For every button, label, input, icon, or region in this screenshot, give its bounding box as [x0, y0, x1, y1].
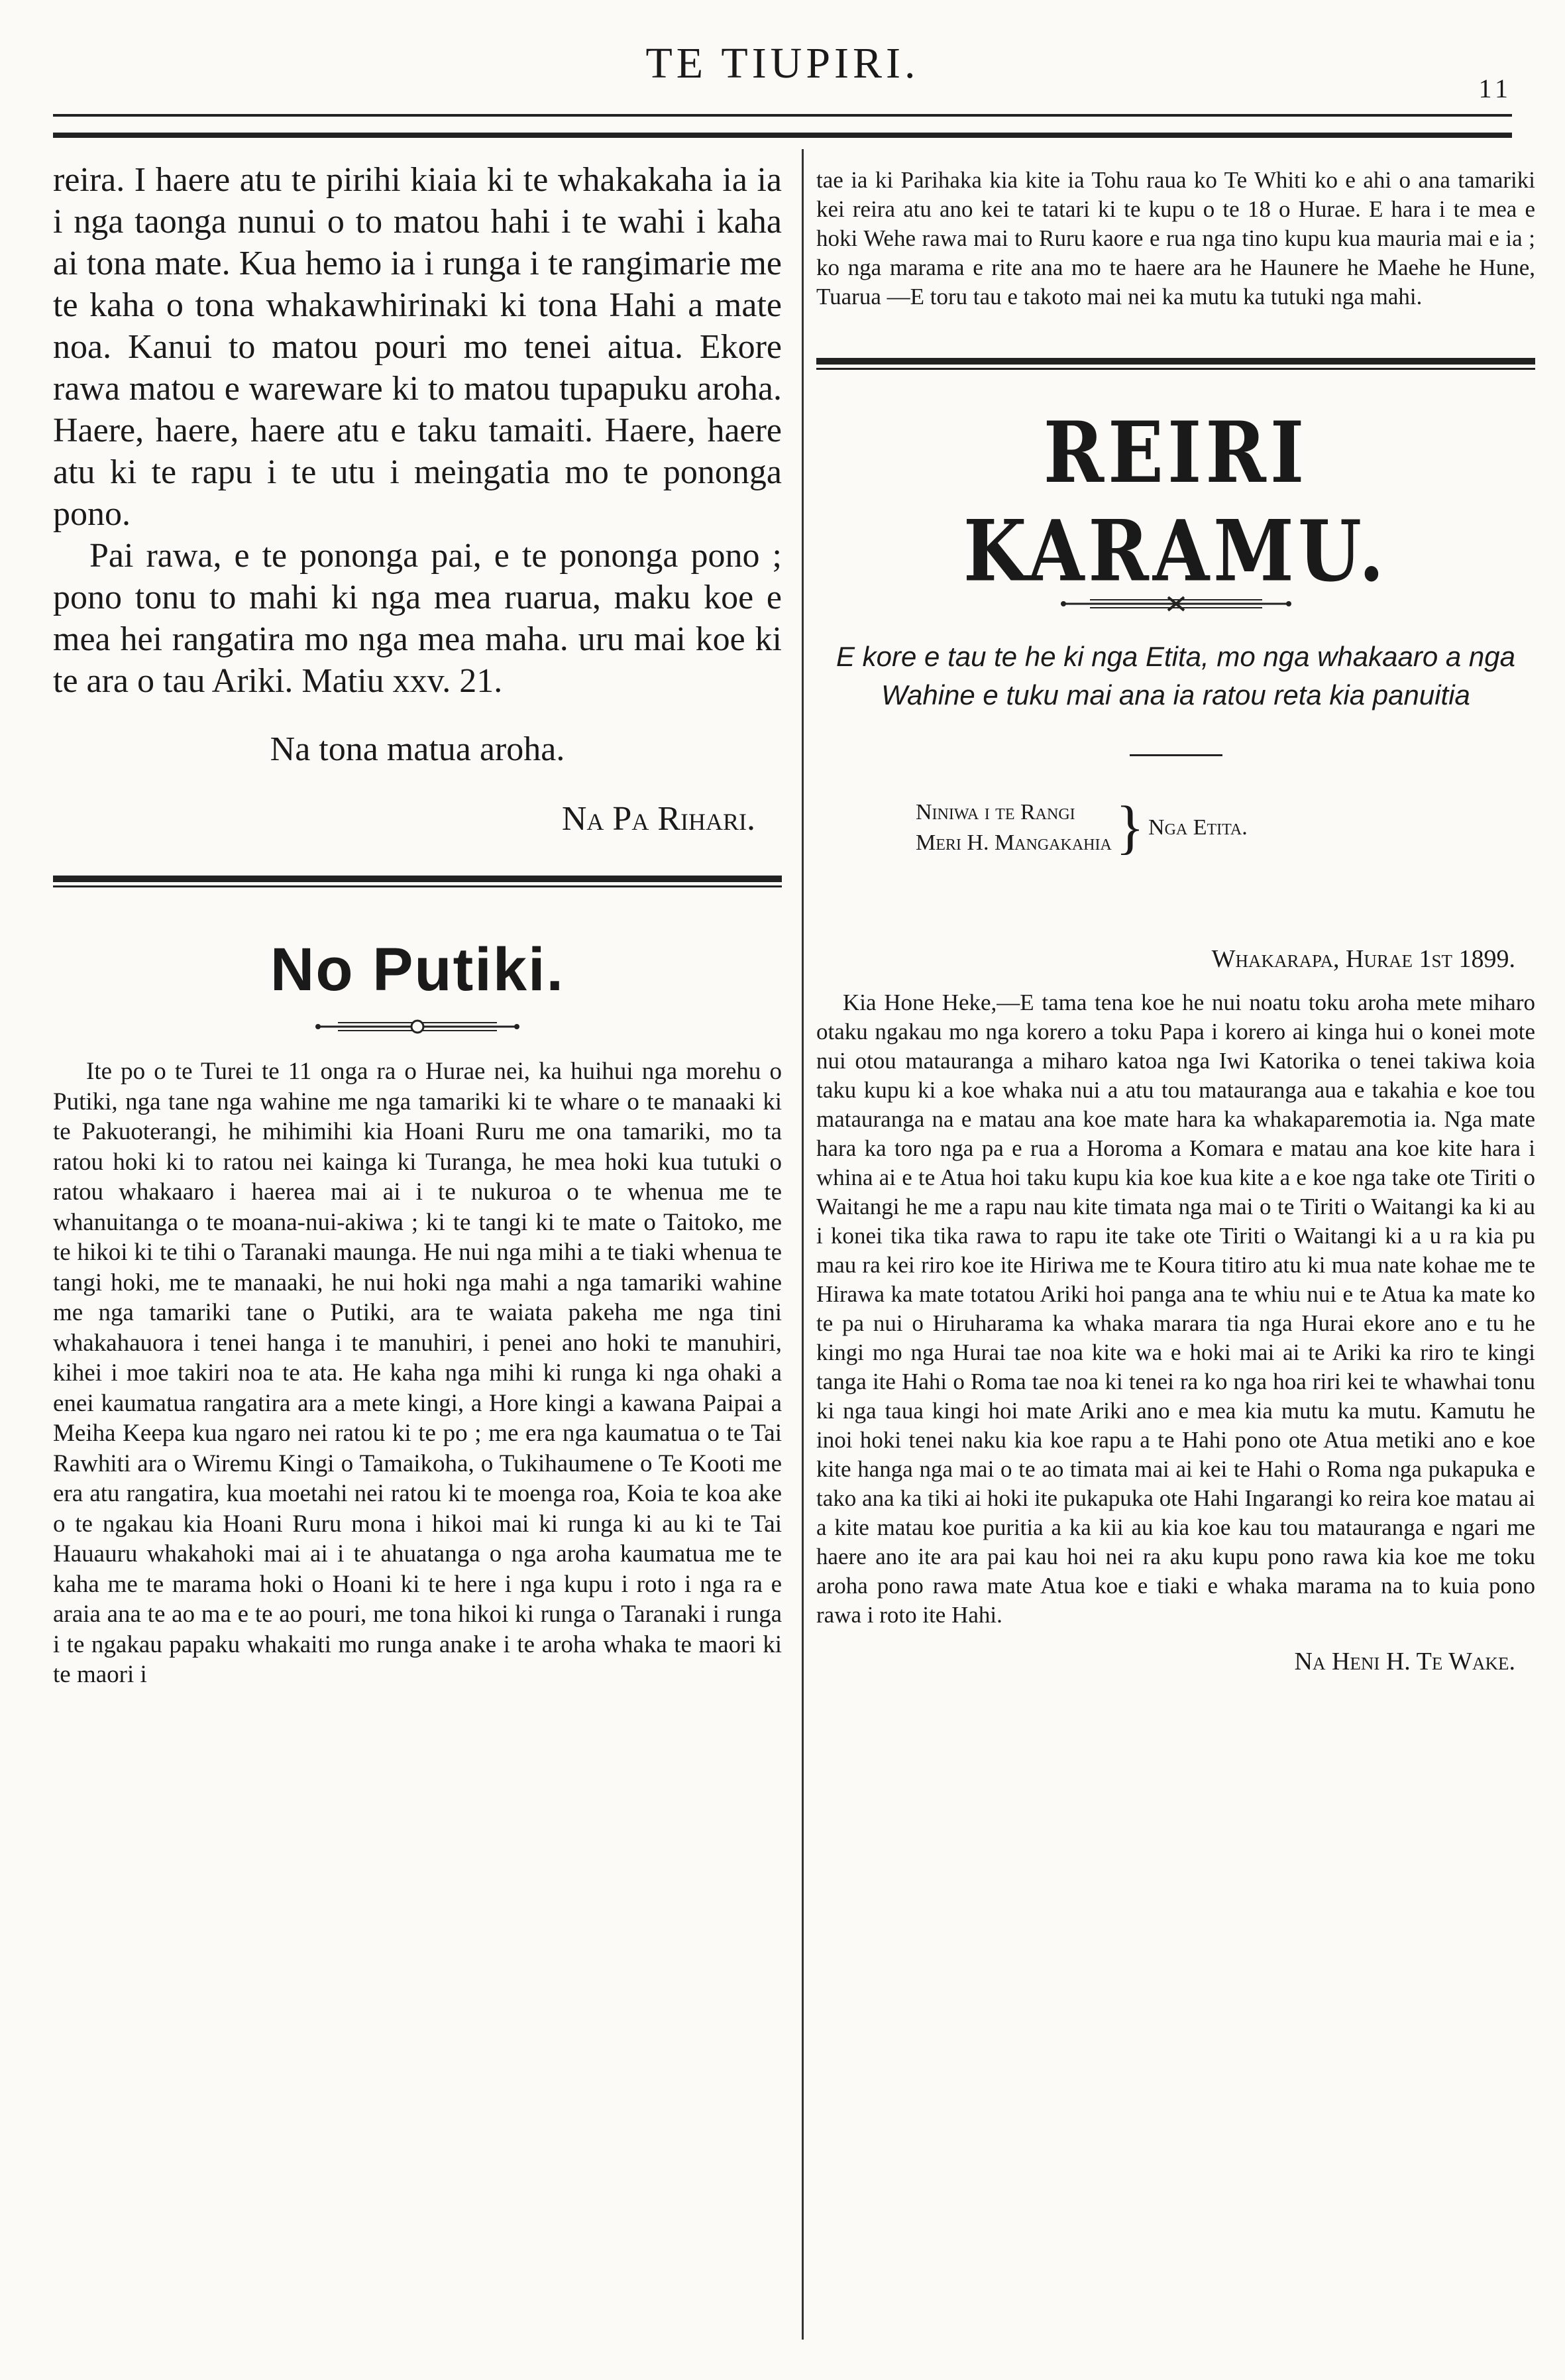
section-rule-thin-2: [816, 368, 1535, 370]
obituary-closing: Na tona matua aroha.: [270, 730, 565, 768]
putiki-article: [53, 1056, 782, 1690]
right-column: [816, 166, 1535, 1676]
header-rule-thin: [53, 114, 1512, 117]
obituary-signature: Na Pa Rihari.: [561, 800, 755, 838]
letter-body: Kia Hone Heke,—E tama tena koe he nui noatu toku aroha mete miharo otaku ngakau mo nga korero a toku Papa i korero ai kinga hui o konei mote nui otou matauranga a miharo katoa nga Iwi Katorika o tenei takiwa koia taku kupu ki a koe whaka nui a atu tou matauranga aua e takahia e koe tou matauranga na e matau ana koe mate hara ka whakaparemotia ia. Nga mate hara ka toro nga pa e rua a Horoma a Komara e matau ana koe kite hara i whina ai e te Atua hoi taku kupu kia koe kua kite a e koe nga take ote Tiriti o Waitangi he me a rapu nau kite timata nga mai o te Tiriti o Waitangi ka ki au i konei tika tika rawa to rapu ite take ote Tiriti o Waitangi ki a u ra kia pu mau ra kei riro koe ite Hiriwa me te Koura titiro atu ki mua nate kohae me te Hirawa ka mate totatou Ariki hoi panga ana te whiu nui e te Atua ka mate ko te pa nui o Hiruharama ka whaka marara tia nga Hurai ekore ano e tu he kingi mo nga Hurai tae noa kite wa e hoki mai ai te Ariki ka riro te kingi tanga ite Hahi o Roma tae noa ki tenei ra ko nga hoa riri kei te whawhai tonu ki nga taua kingi hoi mate Ariki ano e mea kia mutu ka mutu. Kamutu he inoi hoki tenei naku kia koe rapu a te Hahi pono ote Atua metiki ano e koe kite hanga nga mai o te ao timata mai ai kei te Hahi o Roma nga pukapuka e tako ana ka tiki ai hoki ite pukapuka ote Hahi Ingarangi ko reira koe matau ai a kite matau koe puritia a ka kii au kia koe kau tou matauranga e ngari me haere ano ite ara pai kau hoi nei ra aku kupu pono rawa kia koe me toku aroha pono rawa mate Atua koe e tiaki e whaka marama na to kuia pono rawa i roto ite Hahi.: [816, 990, 1535, 1628]
short-rule: [1130, 754, 1222, 756]
ornament-divider-icon: [311, 1017, 523, 1037]
brace-icon: }: [1115, 795, 1145, 860]
continued-paragraph: tae ia ki Parihaka kia kite ia Tohu raua ko Te Whiti ko e ahi o ana tamariki kei reira atu ano kei te tatari ki te kupu o te 18 o Hurae. E hara i te mea e hoki Wehe rawa mai to Ruru kaore e rua nga tino kupu kua mauria mai e ia ; ko nga marama e rite ana mo te haere ara he Haunere he Maehe he Hune, Tuarua —E toru tau e takoto mai nei ka mutu ka tutuki nga mahi.: [816, 167, 1535, 310]
obituary-text: [53, 159, 782, 702]
column-divider: [802, 149, 804, 2340]
section-rule-thin: [53, 885, 782, 887]
header-rule-thick: [53, 133, 1512, 138]
reiri-karamu-title: REIRI KARAMU.: [963, 403, 1389, 600]
putiki-heading: No Putiki.: [270, 936, 565, 1003]
continued-article: [816, 166, 1535, 312]
letter-signature: Na Heni H. Te Wake.: [1294, 1648, 1515, 1675]
header-title: TE TIUPIRI.: [645, 39, 920, 87]
editor-name-1: Niniwa i te Rangi: [916, 800, 1075, 824]
letter: [816, 988, 1535, 1630]
editors-label: Nga Etita.: [1148, 815, 1248, 840]
section-rule-thick: [53, 876, 782, 882]
section-rule-thick-2: [816, 358, 1535, 365]
page-number: 11: [1478, 74, 1512, 103]
obituary-paragraph-1: reira. I haere atu te pirihi kiaia ki te whakakaha ia ia i nga taonga nunui o to matou hahi i te wahi i kaha ai tona mate. Kua hemo ia i runga i te rangimarie me te kaha o tona whakawhirinaki ki tona Hahi a mate noa. Kanui to matou pouri mo tenei aitua. Ekore rawa matou e wareware ki to matou tupapuku aroha. Haere, haere, haere atu e taku tamaiti. Haere, haere atu ki te rapu i te utu i meingatia mo te pononga pono.: [53, 161, 782, 533]
editors-block: [916, 797, 1535, 858]
putiki-paragraph: Ite po o te Turei te 11 onga ra o Hurae nei, ka huihui nga morehu o Putiki, nga tane nga wahine me nga tamariki ki te whare o te manaaki ki te Pakuoterangi, he mihimihi kia Hoani Ruru me ona tamariki, mo ta ratou hoki ki to ratou nei kainga ki Turanga, he mea hoki kua tutuki o ratou whakaaro i haerea mai ai i te nukuroa o te whenua me te whanuitanga o te moana-nui-akiwa ; ki te tangi ki te mate o Taitoko, me te hikoi ki te tihi o Taranaki maunga. He nui nga mihi a te tiaki whenua te tangi hoki, me te manaaki, he nui hoki nga mahi a nga tamariki wahine me nga tamariki tane o Putiki, ara te waiata pakeha me nga tini whakahauora i tenei hanga i te manuhiri, i penei ano hoki te manuhiri, kihei i moe takiri noa te ata. He kaha nga mihi ki runga ki nga ohaki a enei kaumatua rangatira ara a mete kingi, a Hore kingi a kawana Paipai a Meiha Keepa kua ngaro nei ratou ki te po ; me era nga kaumatua o te Tai Rawhiti ara o Wiremu Kingi o Tamaikoha, o Tukihaumene o Te Kooti me era atu rangatira, kua moetahi nei ratou ki te moenga roa, Koia te koa ake o te ngakau kia Hoani Ruru mona i hikoi mai ki runga ki au ki te Tai Hauauru whakahoki mai ai i te ahuatanga o nga aroha kaumatua me te kaha me te marama hoki o Hoani ki te here i nga kupu i roto i nga ra e araia ana te ao ma e te ao pouri, me tona hikoi ki runga o Taranaki i runga i te ngakau papaku whakaiti mo runga anake i te aroha whaka te maori ki te maori i: [53, 1058, 782, 1688]
left-column: [53, 159, 782, 1690]
editor-name-2: Meri H. Mangakahia: [916, 830, 1112, 855]
letter-dateline: Whakarapa, Hurae 1st 1899.: [1211, 945, 1515, 973]
obituary-paragraph-2: Pai rawa, e te pononga pai, e te pononga pono ; pono tonu to mahi ki nga mea ruarua, maku koe e mea hei rangatira mo nga mea maha. uru mai koe ki te ara o tau Ariki. Matiu xxv. 21.: [53, 537, 782, 700]
editorial-disclaimer: E kore e tau te he ki nga Etita, mo nga whakaaro a nga Wahine e tuku mai ana ia ratou reta kia panuitia: [836, 641, 1515, 710]
